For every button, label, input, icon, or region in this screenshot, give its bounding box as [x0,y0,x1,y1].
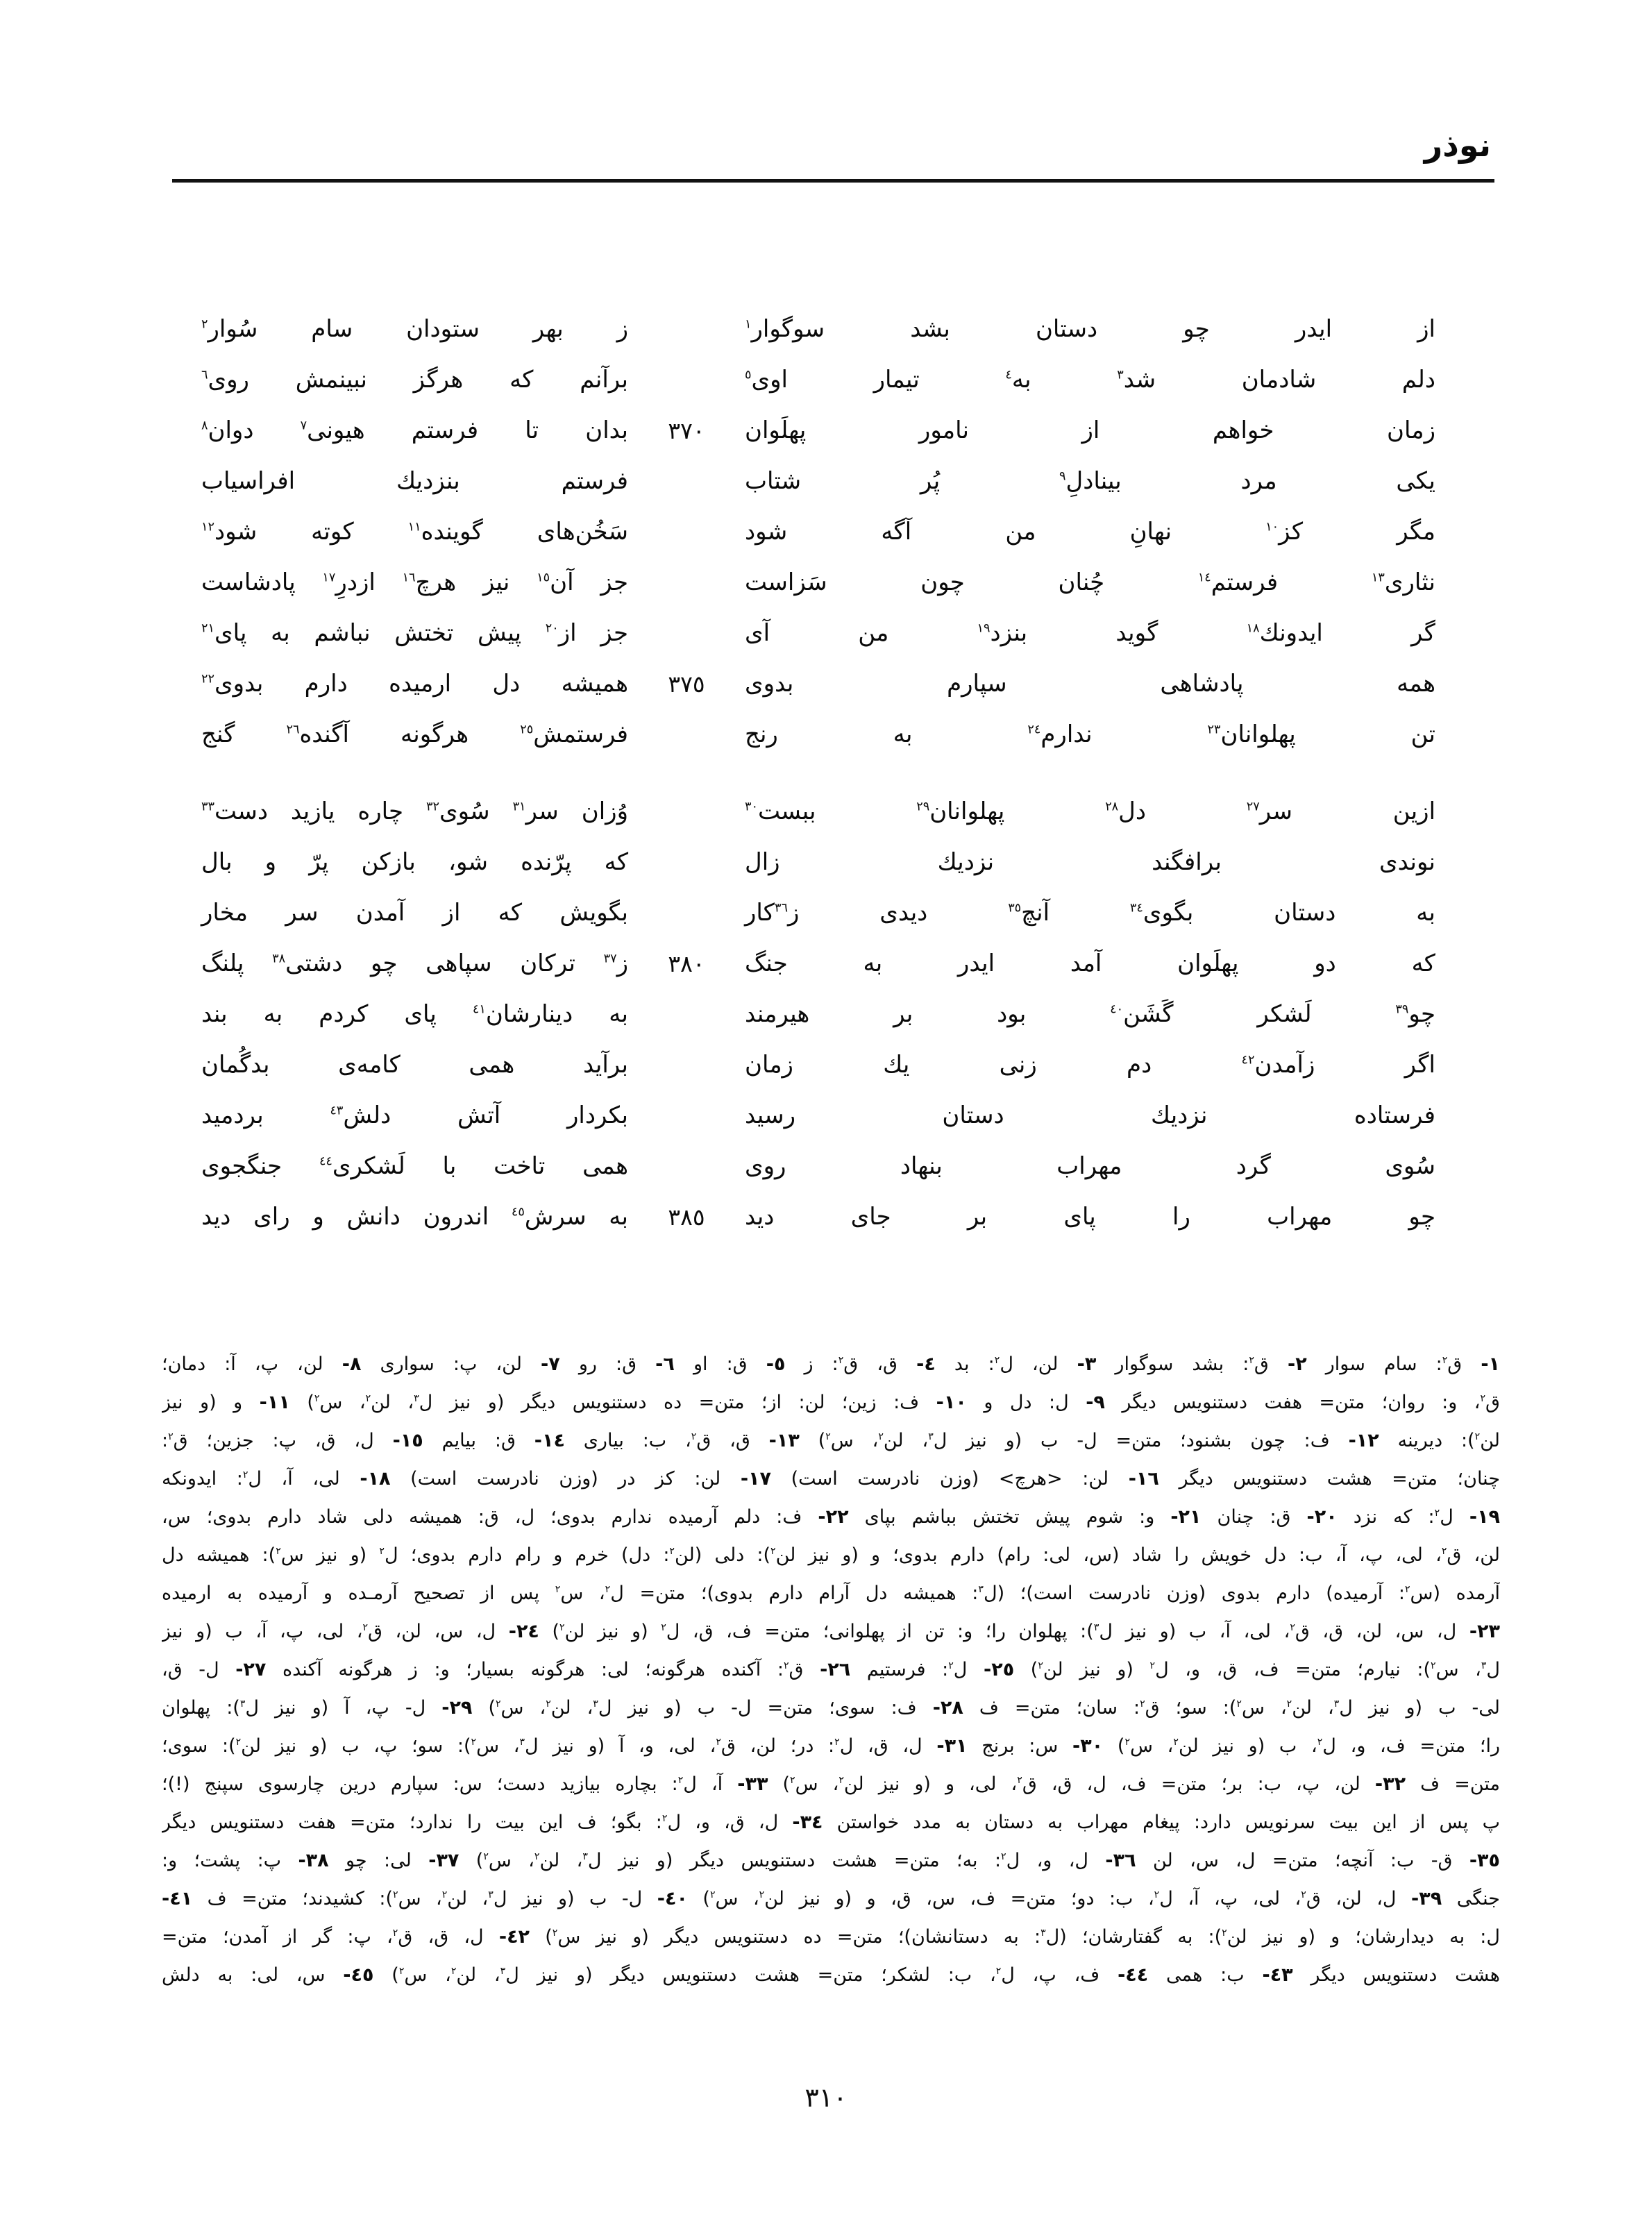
footnote-line: ٣٥- ق- ب: آنچه؛ متن= ل، س، لن ٣٦- ل، و، ل$^٢$: به؛ متن= هشت دستنویس دیگر (و نیز ل$^٣$، لن$^٢$، س$^٢$) ٣٧- لی: چو ٣٨- پ: پشت؛ و: [162,1850,1500,1871]
hemistich-right: از ایدر چو دستان بشد سوگوار$^١$ [745,315,1435,343]
hemistich-right: نوندی برافگند نزدیك زال [745,848,1435,876]
verse-number [628,888,745,938]
verse-number [628,709,745,760]
verse-number [628,456,745,507]
hemistich-left: برآید همی کامه‌ی بدگُمان [201,1051,628,1079]
footnote-line: جنگی ٣٩- ل، لن، ق$^٢$، لی، پ، آ، ل$^٢$، ب: دو؛ متن= ف، س، ق، و (و نیز لن$^٢$، س$^٢$) ٤٠- ل- ب (و نیز ل$^٣$، لن$^٢$، س$^٢$): کشیدند؛ متن= ف ٤١- [162,1888,1500,1909]
verse-number: ٣٧٥ [668,670,705,698]
hemistich-left: وُزان سر$^{٣١}$ سُوی$^{٣٢}$ چاره یازید دست$^{٣٣}$ [201,798,628,825]
verse-number: ٣٨٠ [668,950,705,977]
verse-row [201,786,1435,837]
verse-number [628,1040,745,1090]
verse-row [201,304,1435,355]
footnote-line: آرمده (س$^٢$: آرمیده) دارم بدوی (وزن نادرست است)؛ (ل$^٣$: همیشه دل آرام دارم بدوی)؛ متن= ل$^٢$، س$^٢$ پس از تصحیح آرمـده و آرمیده به ارمیده [162,1583,1500,1604]
hemistich-left: ز بهر ستودان سام سُوار$^٢$ [201,315,628,343]
hemistich-left: به دینارشان$^{٤١}$ پای کردم به بند [201,1000,628,1028]
hemistich-left: به سرش$^{٤٥}$ اندرون دانش و رای دید [201,1203,628,1231]
verse-number: ٣٨٥ [668,1204,705,1231]
footnote-line: ١- ق$^٢$: سام سوار ٢- ق$^٢$: بشد سوگوار ٣- لن، ل$^٢$: بد ٤- ق، ق$^٢$: ز ٥- ق: او ٦- ق: رو ٧- لن، پ: سواری ٨- لن، پ، آ: دمان؛ [162,1353,1500,1375]
verse-number [628,355,745,405]
verse-number [628,557,745,608]
hemistich-left: که پرّنده شو، بازکن پرّ و بال [201,848,628,876]
verse-number [628,507,745,557]
footnote-line: ل: به دیدارشان؛ و (و نیز لن$^٢$): به گفتارشان؛ (ل$^٣$: به دستانشان)؛ متن= ده دستنویس دیگر (و نیز س$^٢$) ٤٢- ل، ق، ق$^٢$، پ: گر از آمدن؛ متن= [162,1926,1500,1948]
hemistich-left: جز آن$^{١٥}$ نیز هرچ$^{١٦}$ ازدرِ$^{١٧}$ پادشاست [201,568,629,596]
verse-row [201,888,1435,938]
hemistich-right: به دستان بگوی$^{٣٤}$ آنچ$^{٣٥}$ دیدی ز$^{٣٦}$کار [745,899,1435,927]
hemistich-left: بگویش که از آمدن سر مخار [201,899,628,927]
verse-row [201,608,1435,659]
verse-row [201,1040,1435,1090]
verse-row [201,1192,1435,1242]
verse-row [201,1141,1435,1192]
hemistich-right: گر ایدونك$^{١٨}$ گوید بنزد$^{١٩}$ من آی [745,619,1435,647]
verse-number [628,608,745,659]
hemistich-right: زمان خواهم از نامور پهلَوان [745,416,1435,444]
hemistich-left: همی تاخت با لَشکری$^{٤٤}$ جنگجوی [201,1152,628,1180]
footnote-line: را؛ متن= ف، و، ل$^٢$، ب (و نیز لن$^٢$، س$^٢$) ٣٠- س: برنج ٣١- ل، ق، ل$^٢$: در؛ لن، ق$^٢$، لی، و، آ (و نیز ل$^٣$، س$^٢$): سو؛ پ، ب (و نیز لن$^٢$): سوی؛ [162,1735,1500,1757]
hemistich-left: جز از$^{٢٠}$ پیش تختش نباشم به پای$^{٢١}$ [201,619,629,647]
hemistich-right: دلم شادمان شد$^٣$ به$^٤$ تیمار اوی$^٥$ [745,366,1435,394]
footnote-line: متن= ف ٣٢- لن، پ، ب: بر؛ متن= ف، ل، ق، ق$^٢$، لی، و (و نیز لن$^٢$، س$^٢$) ٣٣- آ، ل$^٢$: بچاره بیازید دست؛ س: سپارم درین چارسوی سپنج (!)؛ [162,1773,1500,1795]
hemistich-left: فرستم بنزدیك افراسیاب [201,467,628,495]
hemistich-right: یکی مرد بینادلِ$^٩$ پُر شتاب [745,467,1435,495]
verse-number [628,304,745,355]
verse-number [628,786,745,837]
hemistich-right: تن پهلوانان$^{٢٣}$ ندارم$^{٢٤}$ به رنج [745,720,1435,748]
hemistich-right: مگر کز$^{١٠}$ نهانِ من آگه شود [745,518,1435,546]
hemistich-right: چو مهراب را پای بر جای دید [745,1203,1435,1231]
poem [201,304,1435,1242]
footnote-line: ق$^٢$، و: روان؛ متن= هفت دستنویس دیگر ٩- ل: دل و ١٠- ف: زین؛ لن: از؛ متن= ده دستنویس دیگر (و نیز ل$^٣$، لن$^٢$، س$^٢$) ١١- و (و نیز [162,1392,1500,1413]
verse-row [201,938,1435,989]
hemistich-right: که دو پهلَوان آمد ایدر به جنگ [745,950,1435,977]
verse-number [628,837,745,888]
verse-row [201,507,1435,557]
verse-number [628,1141,745,1192]
verse-number: ٣٧٠ [668,417,705,444]
header-rule [172,179,1494,183]
footnotes-apparatus [162,1345,1500,1994]
verse-row [201,837,1435,888]
hemistich-right: نثاری$^{١٣}$ فرستم$^{١٤}$ چُنان چون سَزاست [745,568,1435,596]
hemistich-left: بدان تا فرستم هیونی$^٧$ دوان$^٨$ [201,416,628,444]
footnote-line: چنان؛ متن= هشت دستنویس دیگر ١٦- لن: <هرچ> (وزن نادرست است) ١٧- لن: کز در (وزن نادرست است) ١٨- لی، آ، ل$^٢$: ایدونکه [162,1468,1500,1490]
footnote-line: لی- ب (و نیز ل$^٣$، لن$^٢$، س$^٢$): سو؛ ق$^٢$: سان؛ متن= ف ٢٨- ف: سوی؛ متن= ل- ب (و نیز ل$^٣$، لن$^٢$، س$^٢$) ٢٩- ل- پ، آ (و نیز ل$^٣$): پهلوان [162,1697,1500,1719]
footnote-line: هشت دستنویس دیگر ٤٣- ب: همی ٤٤- ف، پ، ل$^٢$، ب: لشکر؛ متن= هشت دستنویس دیگر (و نیز ل$^٣$، لن$^٢$، س$^٢$) ٤٥- س، لی: به دلش [162,1964,1500,1986]
hemistich-right: چو$^{٣٩}$ لَشکر گَشَن$^{٤٠}$ بود بر هیرمند [745,1000,1435,1028]
verse-row [201,456,1435,507]
footnote-line: پ پس از این بیت سرنویس دارد: پیغام مهراب به دستان به مدد خواستن ٣٤- ل، ق، و، ل$^٢$: بگو؛ ف این بیت را ندارد؛ متن= هفت دستنویس دیگر [162,1812,1500,1833]
hemistich-right: اگر زآمدن$^{٤٢}$ دم زنی یك زمان [745,1051,1436,1079]
page-number: ٣١٠ [804,2082,848,2113]
verse-number [628,1090,745,1141]
verse-number [628,989,745,1040]
footnote-line: لن$^٢$): دیرینه ١٢- ف: چون بشنود؛ متن= ل- ب (و نیز ل$^٣$، لن$^٢$، س$^٢$) ١٣- ق، ق$^٢$، ب: بیاری ١٤- ق: بیایم ١٥- ل، ق، پ: جزین؛ ق$^٢$: [162,1430,1500,1451]
verse-row [201,355,1435,405]
hemistich-left: بکردار آتش دلش$^{٤٣}$ بردمید [201,1102,628,1129]
verse-row [201,405,1435,456]
hemistich-right: سُوی گرد مهراب بنهاد روی [745,1152,1435,1180]
hemistich-right: فرستاده نزدیك دستان رسید [745,1102,1435,1129]
footnote-line: ل$^٣$، س$^٢$): نیارم؛ متن= ف، ق، و، ل$^٢$ (و نیز لن$^٢$) ٢٥- ل$^٢$: فرستیم ٢٦- ق$^٢$: آکنده هرگونه؛ لی: هرگونه بسیار؛ و: ز هرگونه آکنده ٢٧- ل- ق، [162,1659,1500,1680]
hemistich-left: سَخُن‌های گوینده$^{١١}$ کوته شود$^{١٢}$ [201,518,628,546]
hemistich-left: همیشه دل ارمیده دارم بدوی$^{٢٢}$ [201,670,628,698]
hemistich-left: برآنم که هرگز نبینمش روی$^٦$ [201,366,628,394]
verse-row [201,659,1435,709]
verse-row [201,1090,1435,1141]
footnote-line: ١٩- ل$^٢$: که نزد ٢٠- ق: چنان ٢١- و: شوم پیش تختش بباشم بپای ٢٢- ف: دلم آرمیده ندارم بدوی؛ ل، ق: همیشه دلی شاد دارم بدوی؛ س، [162,1506,1500,1528]
footnote-line: ٢٣- ل، س، لن، ق، ق$^٢$، لی، آ، ب (و نیز ل$^٣$): پهلوان را؛ و: تن از پهلوانی؛ متن= ف، ق، ل$^٢$ (و نیز لن$^٢$) ٢٤- ل، س، لن، ق$^٢$، لی، پ، آ، ب (و نیز [162,1621,1500,1642]
hemistich-left: ز$^{٣٧}$ ترکان سپاهی چو دشتی$^{٣٨}$ پلنگ [201,950,629,977]
verse-row [201,709,1435,760]
hemistich-right: ازین سر$^{٢٧}$ دل$^{٢٨}$ پهلوانان$^{٢٩}$ ببست$^{٣٠}$ [745,798,1436,825]
hemistich-left: فرستمش$^{٢٥}$ هرگونه آگنده$^{٢٦}$ گنج [201,720,628,748]
footnote-line: لن، ق$^٢$، لی، پ، آ، ب: دل خویش را شاد (س، لی: رام) دارم بدوی؛ و (و نیز لن$^٢$): دلی (لن$^٢$: دل) خرم و رام دارم بدوی؛ ل$^٢$ (و نیز س$^٢$): همیشه دل [162,1544,1500,1566]
page-header-title: نوذر [1424,126,1491,164]
hemistich-right: همه پادشاهی سپارم بدوی [745,670,1435,698]
verse-row [201,989,1435,1040]
verse-row [201,557,1435,608]
